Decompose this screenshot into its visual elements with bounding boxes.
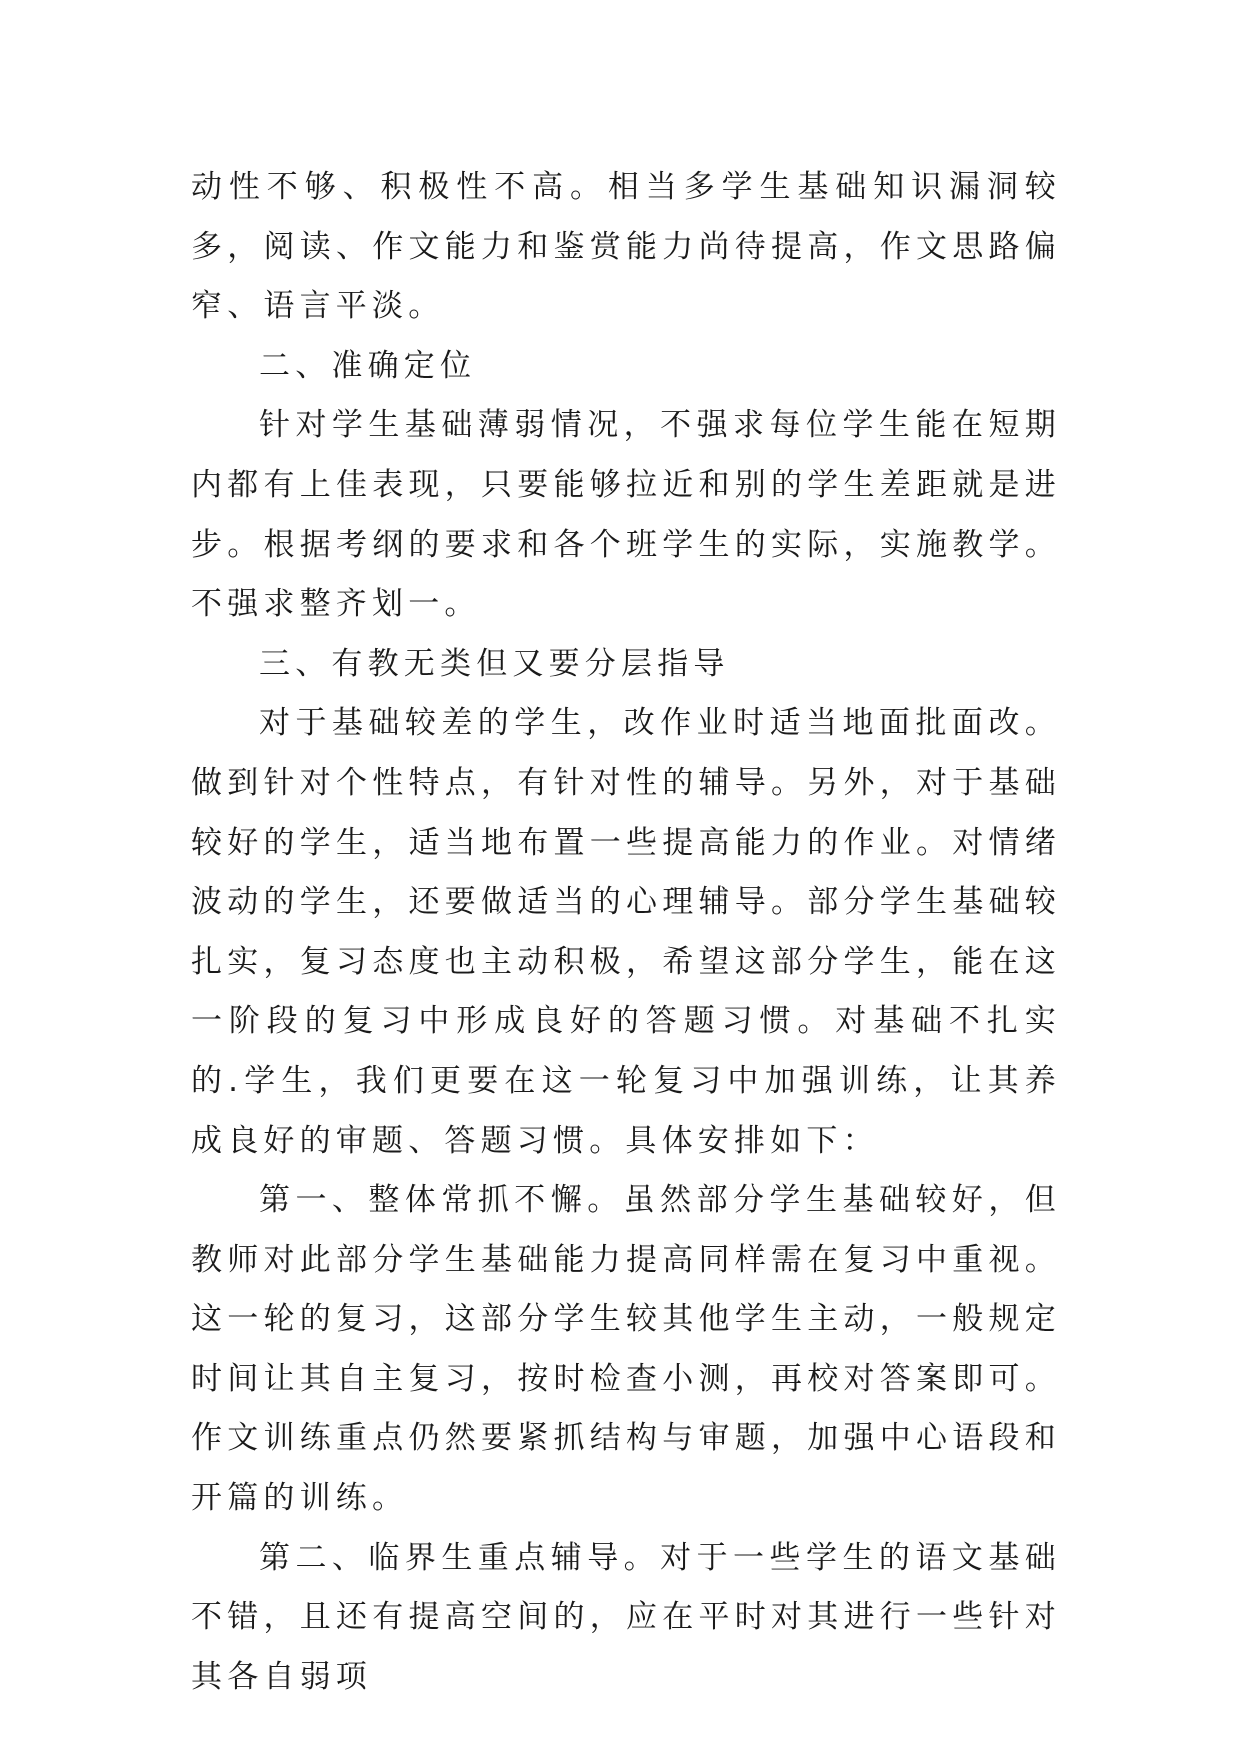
section-heading-2: 二、准确定位	[259, 347, 477, 384]
paragraph-continued: 动性不够、积极性不高。相当多学生基础知识漏洞较多，阅读、作文能力和鉴赏能力尚待提高，作文思路偏窄、语言平淡。	[191, 169, 1061, 325]
paragraph: 针对学生基础薄弱情况，不强求每位学生能在短期内都有上佳表现，只要能够拉近和别的学生差距就是进步。根据考纲的要求和各个班学生的实际，实施教学。不强求整齐划一。	[191, 407, 1061, 623]
section-heading-3: 三、有教无类但又要分层指导	[259, 645, 730, 682]
document-page	[191, 158, 1061, 1707]
paragraph: 第一、整体常抓不懈。虽然部分学生基础较好，但教师对此部分学生基础能力提高同样需在复习中重视。这一轮的复习，这部分学生较其他学生主动，一般规定时间让其自主复习，按时检查小测，再校对答案即可。作文训练重点仍然要紧抓结构与审题，加强中心语段和开篇的训练。	[191, 1182, 1061, 1517]
paragraph: 对于基础较差的学生，改作业时适当地面批面改。做到针对个性特点，有针对性的辅导。另外，对于基础较好的学生，适当地布置一些提高能力的作业。对情绪波动的学生，还要做适当的心理辅导。部分学生基础较扎实，复习态度也主动积极，希望这部分学生，能在这一阶段的复习中形成良好的答题习惯。对基础不扎实的.学生，我们更要在这一轮复习中加强训练，让其养成良好的审题、答题习惯。具体安排如下：	[191, 705, 1061, 1159]
paragraph: 第二、临界生重点辅导。对于一些学生的语文基础不错，且还有提高空间的，应在平时对其进行一些针对其各自弱项	[191, 1539, 1061, 1695]
